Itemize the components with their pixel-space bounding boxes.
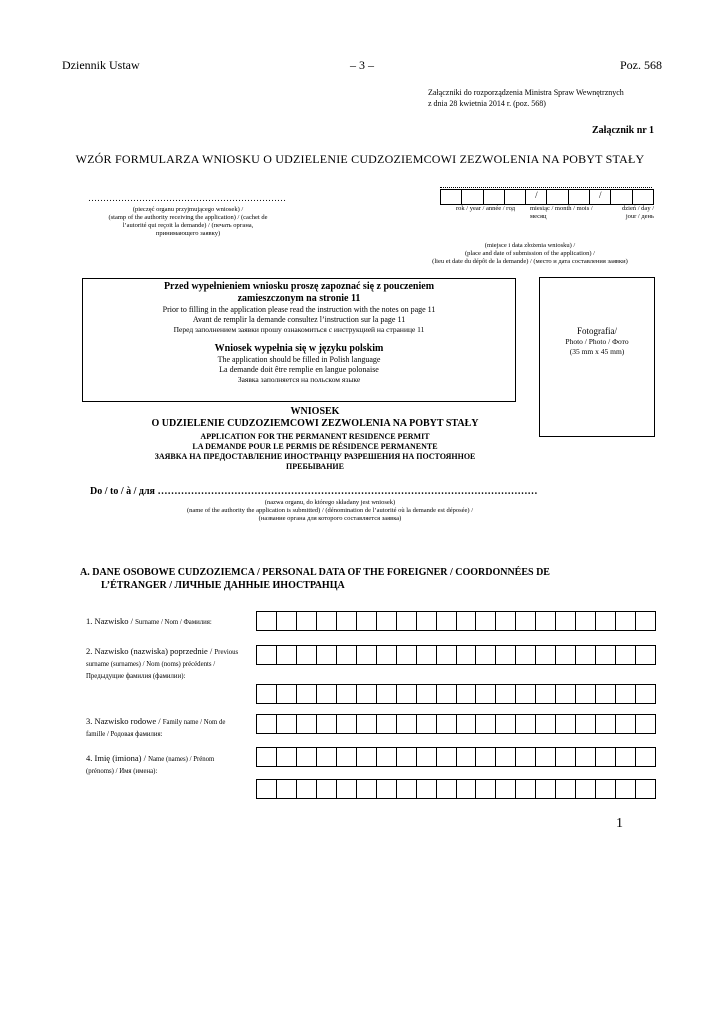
- char-box[interactable]: [516, 646, 536, 664]
- language-pl: Wniosek wypełnia się w języku polskim: [214, 343, 384, 354]
- char-box[interactable]: [576, 748, 596, 766]
- char-box[interactable]: [437, 780, 457, 798]
- char-box[interactable]: [596, 646, 616, 664]
- char-box[interactable]: [536, 715, 556, 733]
- date-boxes[interactable]: / /: [440, 189, 654, 205]
- annex-number: Załącznik nr 1: [592, 125, 655, 136]
- instruction-pl-line1: Przed wypełnieniem wniosku proszę zapoznać się z pouczeniem: [163, 281, 435, 292]
- char-box[interactable]: [357, 646, 377, 664]
- char-box[interactable]: [277, 748, 297, 766]
- char-box[interactable]: [496, 612, 516, 630]
- char-box[interactable]: [476, 748, 496, 766]
- given-names-boxes-2[interactable]: [256, 779, 656, 799]
- char-box[interactable]: [496, 715, 516, 733]
- instruction-en: Prior to filling in the application please read the instruction with the notes on page 11: [162, 305, 436, 314]
- page-number: 1: [616, 816, 623, 831]
- addressee-caption: (nazwa organu, do którego składany jest wniosek) (name of the authority the application is submitted) / (dénomination de l’autorité où la demande est déposée) / (название органа для которого составляется заявка): [186, 499, 474, 522]
- section-a-heading: A. DANE OSOBOWE CUDZOZIEMCA / PERSONAL DATA OF THE FOREIGNER / COORDONNÉES DE L’ÉTRANGER / ЛИЧНЫЕ ДАННЫЕ ИНОСТРАНЦА: [80, 567, 550, 591]
- language-ru: Заявка заполняется на польском языке: [237, 375, 361, 384]
- page-indicator: – 3 –: [350, 58, 374, 72]
- char-box[interactable]: [476, 780, 496, 798]
- char-box[interactable]: [417, 646, 437, 664]
- char-box[interactable]: [277, 780, 297, 798]
- char-box[interactable]: [596, 685, 616, 703]
- annex-ref-line1: Załączniki do rozporządzenia Ministra Spraw Wewnętrznych: [428, 88, 624, 97]
- char-box[interactable]: [437, 646, 457, 664]
- char-box[interactable]: [596, 780, 616, 798]
- char-box[interactable]: [437, 748, 457, 766]
- language-en: The application should be filled in Polish language: [217, 355, 381, 364]
- char-box[interactable]: [337, 646, 357, 664]
- previous-surname-boxes-2[interactable]: [256, 684, 656, 704]
- char-box[interactable]: [317, 685, 337, 703]
- char-box[interactable]: [357, 715, 377, 733]
- char-box[interactable]: [397, 715, 417, 733]
- char-box[interactable]: [297, 685, 317, 703]
- char-box[interactable]: [397, 612, 417, 630]
- addressee-line[interactable]: Do / to / à / для ……………………………………………………………………………………………………: [90, 486, 538, 497]
- previous-surname-label: 2. Nazwisko (nazwiska) poprzednie / Previous surname (surnames) / Nom (noms) précédents / Предыдущие фамилия (фамилии):: [86, 646, 239, 680]
- char-box[interactable]: [297, 646, 317, 664]
- char-box[interactable]: [457, 748, 477, 766]
- char-box[interactable]: [317, 646, 337, 664]
- char-box[interactable]: [616, 748, 636, 766]
- char-box[interactable]: [636, 646, 655, 664]
- journal-name: Dziennik Ustaw: [62, 58, 140, 72]
- char-box[interactable]: [556, 612, 576, 630]
- char-box[interactable]: [516, 715, 536, 733]
- char-box[interactable]: [257, 748, 277, 766]
- application-title-translations: APPLICATION FOR THE PERMANENT RESIDENCE PERMIT LA DEMANDE POUR LE PERMIS DE RÉSIDENCE PERMANENTE ЗАЯВКА НА ПРЕДОСТАВЛЕНИЕ ИНОСТРАНЦУ РАЗРЕШЕНИЯ НА ПОСТОЯННОЕ ПРЕБЫВАНИЕ: [154, 432, 476, 471]
- char-box[interactable]: [317, 715, 337, 733]
- char-box[interactable]: [556, 685, 576, 703]
- date-top-dots: [440, 187, 652, 188]
- char-box[interactable]: [417, 715, 437, 733]
- char-box[interactable]: [636, 748, 655, 766]
- char-box[interactable]: [357, 685, 377, 703]
- char-box[interactable]: [377, 780, 397, 798]
- year-label: rok / year / année / год: [456, 205, 516, 212]
- char-box[interactable]: [317, 748, 337, 766]
- char-box[interactable]: [476, 715, 496, 733]
- surname-boxes[interactable]: [256, 611, 656, 631]
- char-box[interactable]: [377, 612, 397, 630]
- place-date-caption: (miejsce i data złożenia wniosku) / (place and date of submission of the application) / (lieu et date du dépôt de la demande) / (место и дата составления заявки): [432, 242, 628, 265]
- char-box[interactable]: [596, 715, 616, 733]
- char-box[interactable]: [476, 612, 496, 630]
- char-box[interactable]: [417, 612, 437, 630]
- char-box[interactable]: [556, 715, 576, 733]
- given-names-boxes-1[interactable]: [256, 747, 656, 767]
- char-box[interactable]: [457, 715, 477, 733]
- char-box[interactable]: [536, 612, 556, 630]
- char-box[interactable]: [576, 646, 596, 664]
- instruction-ru: Перед заполнением заявки прошу ознакомиться с инструкцией на странице 11: [173, 325, 425, 334]
- family-name-boxes[interactable]: [256, 714, 656, 734]
- char-box[interactable]: [457, 780, 477, 798]
- char-box[interactable]: [377, 748, 397, 766]
- previous-surname-boxes-1[interactable]: [256, 645, 656, 665]
- char-box[interactable]: [636, 780, 655, 798]
- char-box[interactable]: [397, 685, 417, 703]
- char-box[interactable]: [297, 748, 317, 766]
- char-box[interactable]: [596, 612, 616, 630]
- stamp-dots: …………………………………………………………: [88, 193, 286, 203]
- char-box[interactable]: [536, 780, 556, 798]
- char-box[interactable]: [536, 685, 556, 703]
- char-box[interactable]: [516, 748, 536, 766]
- char-box[interactable]: [277, 646, 297, 664]
- char-box[interactable]: [536, 748, 556, 766]
- char-box[interactable]: [536, 646, 556, 664]
- char-box[interactable]: [496, 646, 516, 664]
- char-box[interactable]: [297, 780, 317, 798]
- family-name-label: 3. Nazwisko rodowe / Family name / Nom de famille / Родовая фамилия:: [86, 716, 226, 738]
- char-box[interactable]: [317, 612, 337, 630]
- char-box[interactable]: [576, 612, 596, 630]
- char-box[interactable]: [417, 748, 437, 766]
- char-box[interactable]: [556, 646, 576, 664]
- day-label: dzień / day / jour / день: [622, 205, 654, 220]
- char-box[interactable]: [457, 612, 477, 630]
- char-box[interactable]: [576, 685, 596, 703]
- surname-label: 1. Nazwisko / Surname / Nom / Фамилия:: [86, 616, 212, 626]
- char-box[interactable]: [417, 685, 437, 703]
- char-box[interactable]: [596, 748, 616, 766]
- char-box[interactable]: [257, 780, 277, 798]
- char-box[interactable]: [277, 685, 297, 703]
- char-box[interactable]: [357, 612, 377, 630]
- char-box[interactable]: [337, 748, 357, 766]
- char-box[interactable]: [516, 612, 536, 630]
- char-box[interactable]: [476, 646, 496, 664]
- char-box[interactable]: [616, 612, 636, 630]
- photo-label: Fotografia/: [577, 326, 617, 336]
- char-box[interactable]: [437, 715, 457, 733]
- char-box[interactable]: [576, 780, 596, 798]
- char-box[interactable]: [357, 780, 377, 798]
- char-box[interactable]: [616, 780, 636, 798]
- char-box[interactable]: [297, 715, 317, 733]
- photo-size: (35 mm x 45 mm): [569, 347, 625, 356]
- form-title: WZÓR FORMULARZA WNIOSKU O UDZIELENIE CUDZOZIEMCOWI ZEZWOLENIA NA POBYT STAŁY: [75, 152, 645, 166]
- char-box[interactable]: [317, 780, 337, 798]
- char-box[interactable]: [277, 715, 297, 733]
- char-box[interactable]: [516, 780, 536, 798]
- char-box[interactable]: [457, 646, 477, 664]
- char-box[interactable]: [397, 646, 417, 664]
- char-box[interactable]: [496, 748, 516, 766]
- char-box[interactable]: [397, 748, 417, 766]
- given-names-label: 4. Imię (imiona) / Name (names) / Prénom (prénoms) / Имя (имена):: [86, 753, 215, 775]
- char-box[interactable]: [337, 715, 357, 733]
- char-box[interactable]: [377, 685, 397, 703]
- stamp-caption: (pieczęć organu przyjmującego wniosek) / (stamp of the authority receiving the application) / (cachet de l’autorité qui reçoit la demande) / (печать органа, принимающего заявку): [108, 206, 268, 237]
- char-box[interactable]: [417, 780, 437, 798]
- char-box[interactable]: [257, 612, 277, 630]
- annex-ref-line2: z dnia 28 kwietnia 2014 r. (poz. 568): [428, 99, 546, 108]
- char-box[interactable]: [257, 685, 277, 703]
- position-number: Poz. 568: [620, 58, 662, 72]
- language-fr: La demande doit être remplie en langue polonaise: [219, 365, 379, 374]
- instruction-fr: Avant de remplir la demande consultez l’instruction sur la page 11: [192, 315, 406, 324]
- char-box[interactable]: [337, 612, 357, 630]
- photo-label-translations: Photo / Photo / Фото: [565, 337, 629, 346]
- char-box[interactable]: [337, 780, 357, 798]
- char-box[interactable]: [377, 715, 397, 733]
- char-box[interactable]: [636, 612, 655, 630]
- instruction-box: [82, 278, 516, 402]
- char-box[interactable]: [576, 715, 596, 733]
- application-title: WNIOSEK O UDZIELENIE CUDZOZIEMCOWI ZEZWOLENIA NA POBYT STAŁY: [151, 406, 479, 429]
- char-box[interactable]: [437, 685, 457, 703]
- char-box[interactable]: [496, 685, 516, 703]
- char-box[interactable]: [437, 612, 457, 630]
- char-box[interactable]: [277, 612, 297, 630]
- char-box[interactable]: [337, 685, 357, 703]
- char-box[interactable]: [257, 715, 277, 733]
- photo-box[interactable]: [539, 277, 655, 437]
- char-box[interactable]: [636, 685, 655, 703]
- char-box[interactable]: [457, 685, 477, 703]
- month-label: miesiąc / month / mois / месяц: [530, 205, 593, 220]
- char-box[interactable]: [397, 780, 417, 798]
- char-box[interactable]: [616, 685, 636, 703]
- char-box[interactable]: [357, 748, 377, 766]
- char-box[interactable]: [616, 646, 636, 664]
- char-box[interactable]: [377, 646, 397, 664]
- char-box[interactable]: [556, 748, 576, 766]
- char-box[interactable]: [556, 780, 576, 798]
- char-box[interactable]: [636, 715, 655, 733]
- char-box[interactable]: [297, 612, 317, 630]
- char-box[interactable]: [257, 646, 277, 664]
- char-box[interactable]: [496, 780, 516, 798]
- char-box[interactable]: [476, 685, 496, 703]
- char-box[interactable]: [516, 685, 536, 703]
- instruction-pl-line2: zamieszczonym na stronie 11: [237, 293, 361, 304]
- char-box[interactable]: [616, 715, 636, 733]
